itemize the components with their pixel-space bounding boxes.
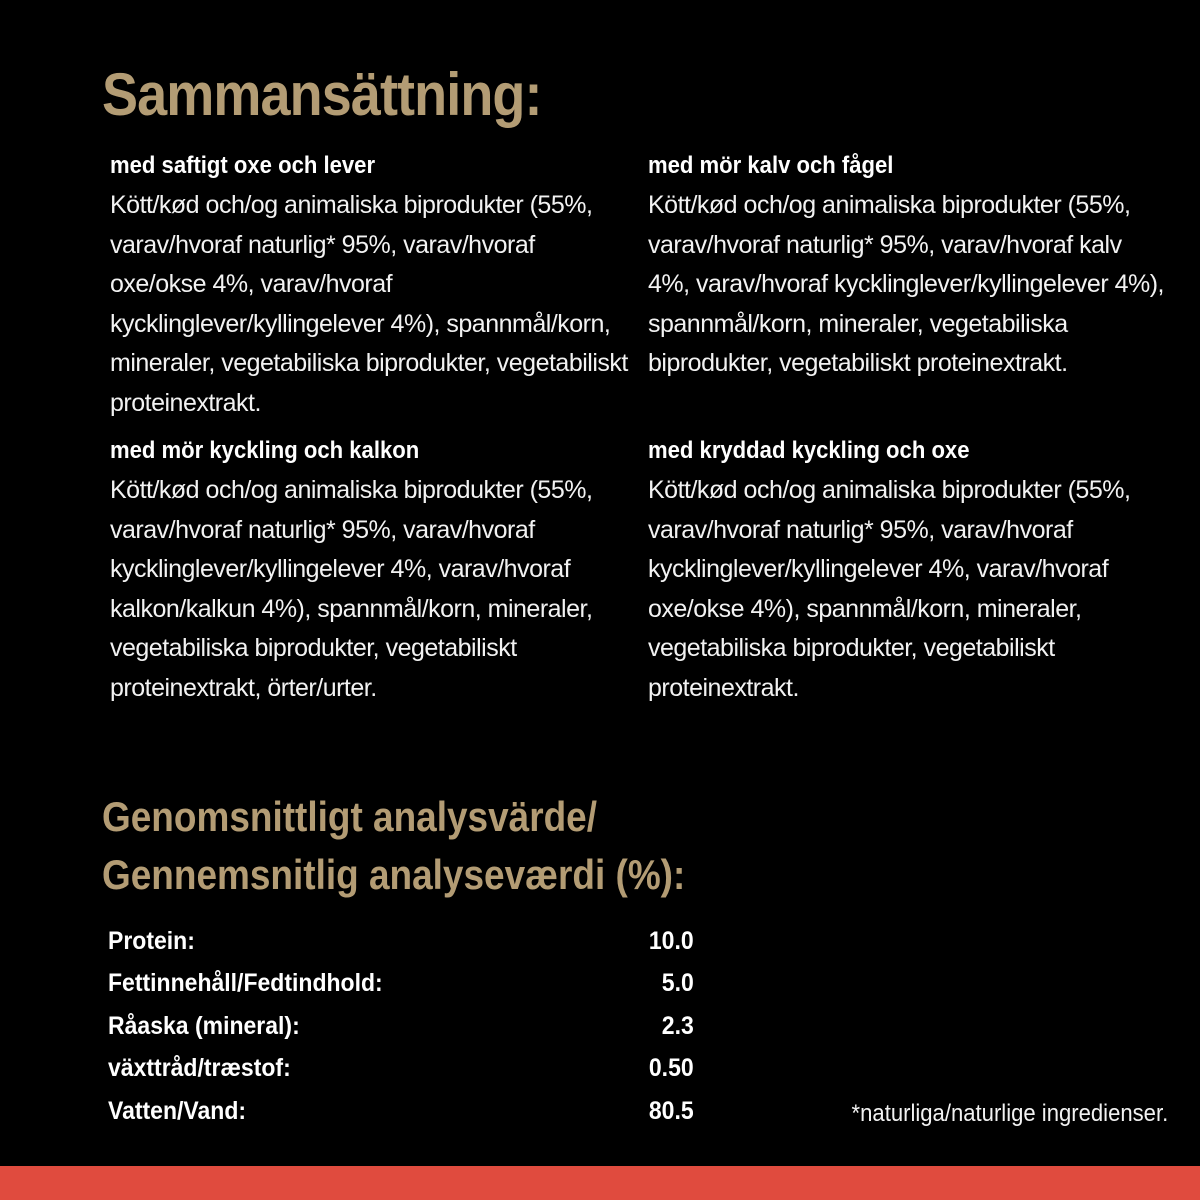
analysis-table: [108, 920, 694, 1133]
composition-heading: med mör kyckling och kalkon: [110, 437, 420, 464]
analysis-title-line-1: Genomsnittligt analysvärde/: [102, 793, 597, 840]
bottom-color-bar: [0, 1166, 1200, 1200]
analysis-value: 0.50: [649, 1054, 694, 1083]
analysis-row: [108, 1005, 694, 1048]
analysis-label: Fettinnehåll/Fedtindhold:: [108, 969, 383, 998]
analysis-row: [108, 1090, 694, 1133]
composition-text: Kött/kød och/og animaliska biprodukter (55%, varav/hvoraf naturlig* 95%, varav/hvoraf oxe/okse 4%, varav/hvoraf kycklinglever/kyllingelever 4%), spannmål/korn, mineraler, vegetabiliska biprodukter, vegetabiliskt proteinextrakt.: [110, 191, 628, 417]
footnote: *naturliga/naturlige ingredienser.: [851, 1100, 1168, 1127]
composition-heading: med kryddad kyckling och oxe: [648, 437, 970, 464]
analysis-row: [108, 963, 694, 1006]
composition-heading: med mör kalv och fågel: [648, 152, 894, 179]
page-title: Sammansättning:: [102, 61, 542, 128]
composition-text: Kött/kød och/og animaliska biprodukter (55%, varav/hvoraf naturlig* 95%, varav/hvoraf kycklinglever/kyllingelever 4%, varav/hvoraf kalkon/kalkun 4%), spannmål/korn, mineraler, vegetabiliska biprodukter, vegetabiliskt proteinextrakt, örter/urter.: [110, 476, 593, 702]
analysis-value: 2.3: [662, 1011, 694, 1040]
analysis-row: [108, 1048, 694, 1091]
composition-text: Kött/kød och/og animaliska biprodukter (55%, varav/hvoraf naturlig* 95%, varav/hvoraf kalv 4%, varav/hvoraf kycklinglever/kyllingelever 4%), spannmål/korn, mineraler, vegetabiliska biprodukter, vegetabiliskt proteinextrakt.: [648, 191, 1164, 377]
composition-block: [648, 146, 1168, 384]
analysis-label: Råaska (mineral):: [108, 1011, 300, 1040]
analysis-value: 5.0: [662, 969, 694, 998]
analysis-value: 10.0: [649, 926, 694, 955]
analysis-value: 80.5: [649, 1096, 694, 1125]
analysis-label: Vatten/Vand:: [108, 1096, 247, 1125]
composition-block: [110, 431, 630, 708]
analysis-row: [108, 920, 694, 963]
analysis-label: växttråd/træstof:: [108, 1054, 291, 1083]
composition-block: [110, 146, 630, 423]
composition-text: Kött/kød och/og animaliska biprodukter (55%, varav/hvoraf naturlig* 95%, varav/hvoraf kycklinglever/kyllingelever 4%, varav/hvoraf oxe/okse 4%), spannmål/korn, mineraler, vegetabiliska biprodukter, vegetabiliskt proteinextrakt.: [648, 476, 1131, 702]
analysis-label: Protein:: [108, 926, 195, 955]
analysis-title-line-2: Gennemsnitlig analyseværdi (%):: [102, 851, 686, 898]
composition-heading: med saftigt oxe och lever: [110, 152, 376, 179]
analysis-title: [102, 788, 685, 904]
composition-block: [648, 431, 1168, 708]
